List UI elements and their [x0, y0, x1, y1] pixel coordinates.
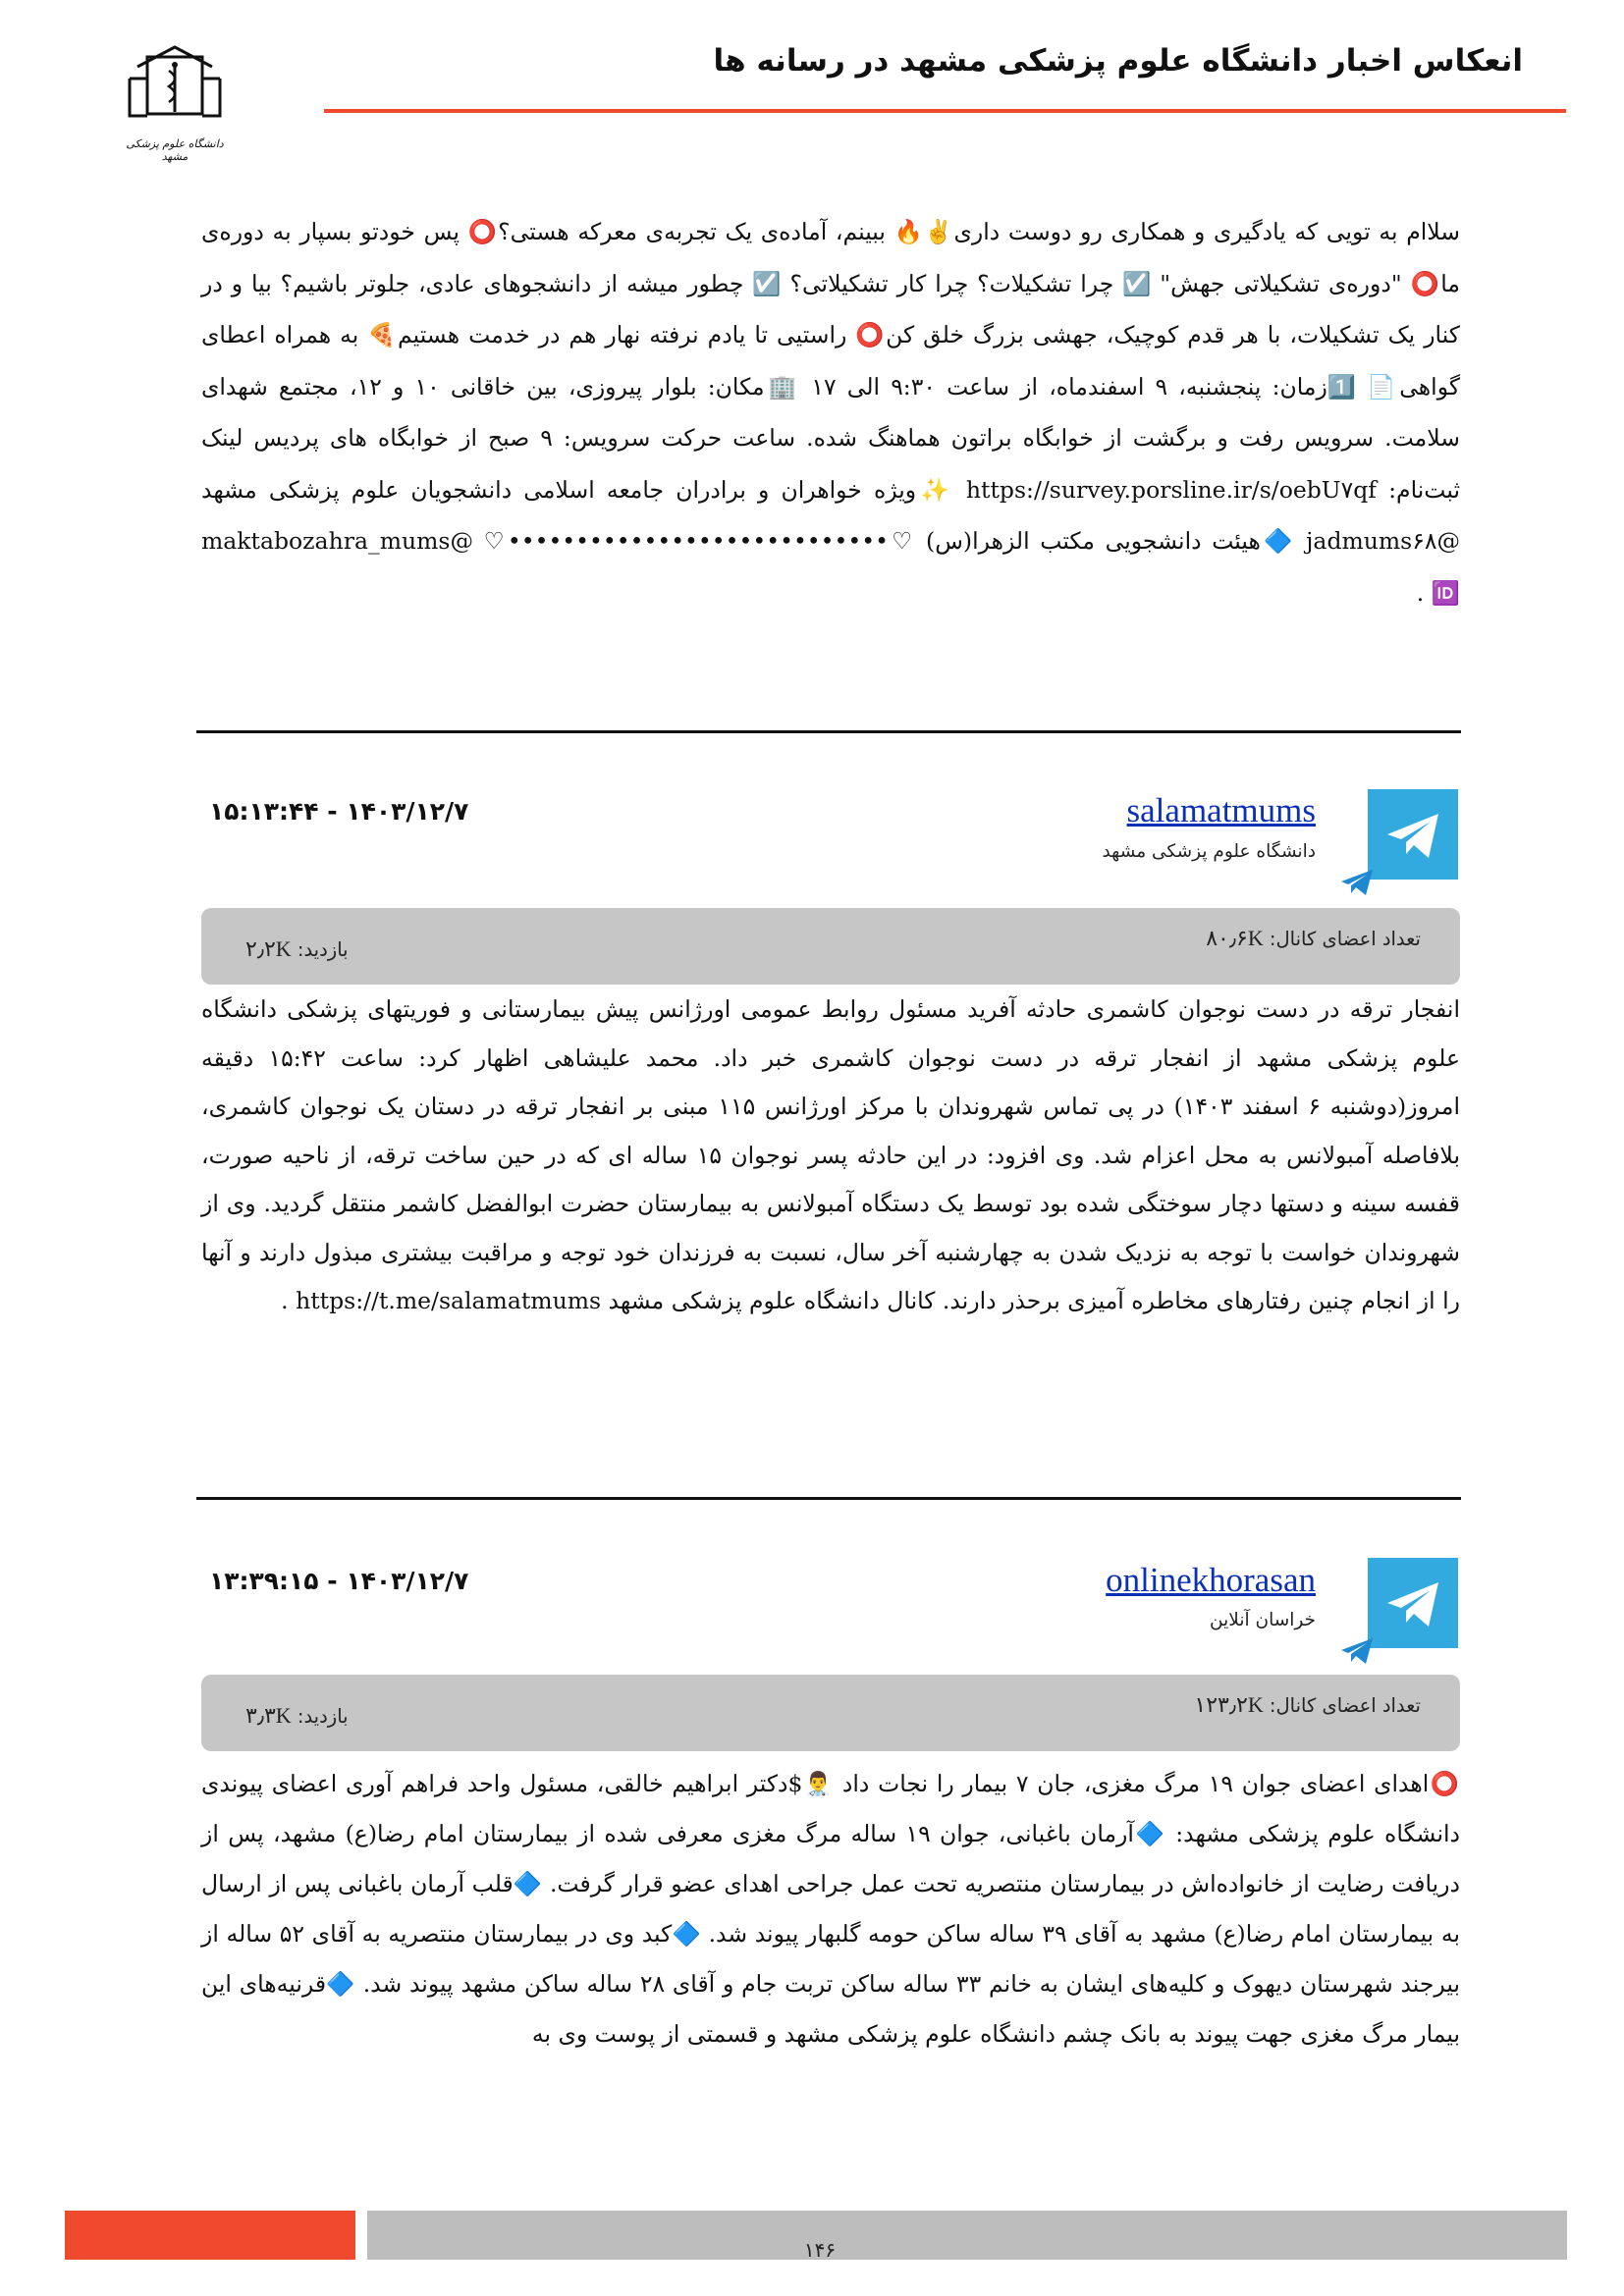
post-text: ⭕اهدای اعضای جوان ۱۹ مرگ مغزی، جان ۷ بیمار را نجات داد 👨‍⚕️$دکتر ابراهیم خالقی، مسئول واحد فراهم آوری اعضای پیوندی دانشگاه علوم پزشکی مشهد: 🔷آرمان باغبانی، جوان ۱۹ ساله مرگ مغزی معرفی شده از بیمارستان امام رضا(ع) مشهد، پس از دریافت رضایت از خانواده‌اش در بیمارستان منتصریه تحت عمل جراحی اهدای عضو قرار گرفت. 🔷قلب آرمان باغبانی پس از ارسال به بیمارستان امام رضا(ع) مشهد به آقای ۳۹ ساله ساکن حومه گلبهار پیوند شد. 🔷کبد وی در بیمارستان منتصریه به آقای ۵۲ ساله از بیرجند شهرستان دیهوک و کلیه‌های ایشان به خانم ۳۳ ساله ساکن تربت جام و آقای ۲۸ ساله ساکن مشهد پیوند شد. 🔷قرنیه‌های این بیمار مرگ مغزی جهت پیوند به بانک چشم دانشگاه علوم پزشکی مشهد و قسمتی از پوست وی به [201, 1770, 1461, 2048]
channel-name-link[interactable]: salamatmums [1126, 791, 1316, 829]
channel-name-link[interactable]: onlinekhorasan [1106, 1561, 1316, 1599]
post-stats-bar [201, 908, 1460, 985]
telegram-channel-icon [1368, 1558, 1458, 1648]
post-datetime: ۱۵:۱۳:۴۴ - ۱۴۰۳/۱۲/۷ [209, 797, 469, 826]
intro-post-text: سلاام به تویی که یادگیری و همکاری رو دوست داری✌️🔥 ببینم، آماده‌ی یک تجربه‌ی معرکه هستی؟⭕ پس خودتو بسپار به دوره‌ی ما⭕ "دوره‌ی تشکیلاتی جهش" ☑️ چرا تشکیلات؟ چرا کار تشکیلاتی؟ ☑️ چطور میشه از دانشجوهای عادی، جلوتر باشیم؟ بیا و در کنار یک تشکیلات، با هر قدم کوچیک، جهشی بزرگ خلق کن⭕ راستیی تا یادم نرفته نهار هم در خدمت هستیم🍕 به همراه اعطای گواهی📄 1️⃣زمان: پنجشنبه، ۹ اسفندماه، از ساعت ۹:۳۰ الی ۱۷ 🏢مکان: بلوار پیروزی، بین خاقانی ۱۰ و ۱۲، مجتمع شهدای سلامت. سرویس رفت و برگشت از خوابگاه براتون هماهنگ شده. ساعت حرکت سرویس: ۹ صبح از خوابگاه های پردیس لینک ثبت‌نام: https://survey.porsline.ir/s/oebU۷qf ✨ویژه خواهران و برادران جامعه اسلامی دانشجویان علوم پزشکی مشهد @jadmums۶۸ 🔷هیئت دانشجویی مکتب الزهرا(س) ♡••••••••••••••••••••••••••••♡ @maktabozahra_mums 🆔 . [201, 218, 1461, 607]
members-value: ۸۰٫۶K [1206, 926, 1264, 950]
footer-bar [367, 2211, 1567, 2260]
post-stats-bar [201, 1675, 1460, 1751]
header-divider [324, 109, 1566, 113]
members-label: تعداد اعضای کانال: [1269, 928, 1421, 950]
views-value: ۳٫۳K [245, 1703, 292, 1728]
members-value: ۱۲۳٫۲K [1194, 1692, 1264, 1717]
logo-text: دانشگاه علوم پزشکی مشهد [126, 137, 224, 163]
post-views [245, 1703, 349, 1729]
views-value: ۲٫۲K [245, 936, 292, 961]
post-views [245, 936, 349, 962]
channel-members [1206, 926, 1421, 951]
page-header-title: انعکاس اخبار دانشگاه علوم پزشکی مشهد در رسانه ها [713, 43, 1523, 79]
post-separator [196, 1497, 1461, 1500]
post-separator [196, 730, 1461, 733]
telegram-plane-icon [1339, 868, 1375, 897]
channel-title: دانشگاه علوم پزشکی مشهد [1102, 841, 1316, 862]
views-label: بازدید: [297, 938, 349, 961]
page-number: ۱۴۶ [803, 2238, 837, 2262]
university-logo [116, 39, 234, 163]
channel-title: خراسان آنلاین [1210, 1610, 1316, 1630]
post-text: انفجار ترقه در دست نوجوان کاشمری حادثه آفرید مسئول روابط عمومی اورژانس پیش بیمارستانی و فوریتهای پزشکی دانشگاه علوم پزشکی مشهد از انفجار ترقه در دست نوجوان کاشمری خبر داد. محمد علیشاهی اظهار کرد: ساعت ۱۵:۴۲ دقیقه امروز(دوشنبه ۶ اسفند ۱۴۰۳) در پی تماس شهروندان با مرکز اورژانس ۱۱۵ مبنی بر انفجار ترقه در دستان یک نوجوان کاشمری، بلافاصله آمبولانس به محل اعزام شد. وی افزود: در این حادثه پسر نوجوان ۱۵ ساله ای که در حین ساخت ترقه، از ناحیه صورت، قفسه سینه و دستها دچار سوختگی شده بود توسط یک دستگاه آمبولانس به بیمارستان حضرت ابوالفضل کاشمر منتقل گردید. وی از شهروندان خواست با توجه به نزدیک شدن به چهارشنبه آخر سال، نسبت به فرزندان خود توجه و مراقبت بیشتری مبذول دارند و آنها را از انجام چنین رفتارهای مخاطره آمیزی برحذر دارند. کانال دانشگاه علوم پزشکی مشهد https://t.me/salamatmums . [201, 995, 1460, 1314]
views-label: بازدید: [297, 1705, 349, 1728]
footer-accent-bar [65, 2211, 355, 2260]
members-label: تعداد اعضای کانال: [1269, 1694, 1421, 1717]
telegram-plane-icon [1339, 1636, 1375, 1666]
post-datetime: ۱۳:۳۹:۱۵ - ۱۴۰۳/۱۲/۷ [209, 1567, 469, 1595]
channel-members [1194, 1692, 1421, 1718]
telegram-channel-icon [1368, 789, 1458, 880]
